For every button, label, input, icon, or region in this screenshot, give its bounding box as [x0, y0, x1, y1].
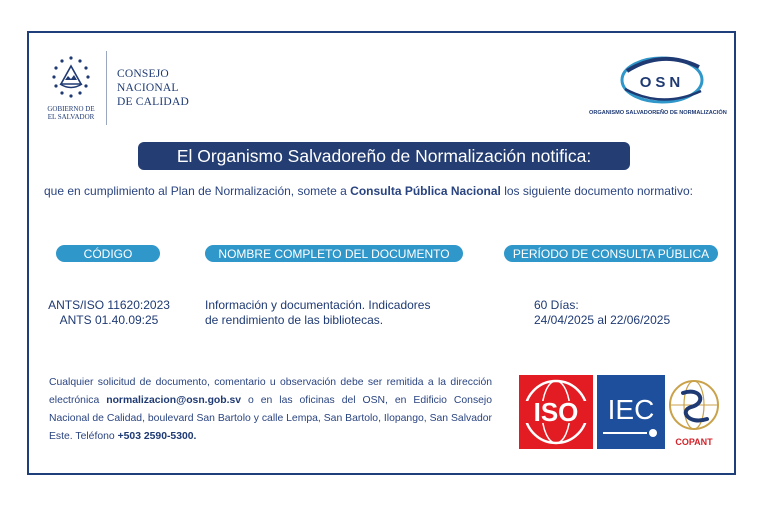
contact-email[interactable]: normalizacion@osn.gob.sv [106, 395, 242, 406]
contact-phone: +503 2590-5300. [117, 431, 197, 442]
osn-caption: ORGANISMO SALVADOREÑO DE NORMALIZACIÓN [589, 110, 727, 116]
header-divider [106, 51, 107, 125]
osn-logo-text: OSN [639, 74, 685, 91]
el-salvador-coat-of-arms-icon [47, 53, 95, 101]
government-label: GOBIERNO DE EL SALVADOR [47, 105, 95, 121]
consultation-period: 60 Días: 24/04/2025 al 22/06/2025 [534, 298, 671, 327]
intro-text: que en cumplimiento al Plan de Normalización, somete a Consulta Pública Nacional los siguiente documento normativo: [44, 184, 693, 198]
copant-logo-text: COPANT [675, 437, 713, 447]
iso-logo [519, 375, 593, 449]
copant-logo [667, 375, 721, 449]
council-name: CONSEJO NACIONAL DE CALIDAD [117, 68, 189, 108]
document-code: ANTS/ISO 11620:2023 ANTS 01.40.09:25 [48, 298, 170, 327]
period-column-header: PERÍODO DE CONSULTA PÚBLICA [504, 245, 718, 262]
name-column-header: NOMBRE COMPLETO DEL DOCUMENTO [205, 245, 463, 262]
notice-card [27, 31, 736, 475]
osn-logo [617, 51, 707, 109]
headline-banner: El Organismo Salvadoreño de Normalización notifica: [138, 142, 630, 170]
iec-logo [597, 375, 665, 449]
contact-footer: Cualquier solicitud de documento, comentario u observación debe ser remitida a la dirección electrónica normalizacion@osn.gob.sv o en las oficinas del OSN, en Edificio Consejo Nacional de Calidad, boulevard San Bartolo y calle Lempa, San Bartolo, Ilopango, San Salvador Este. Teléfono +503 2590-5300. [49, 377, 492, 442]
intro-bold-phrase: Consulta Pública Nacional [350, 184, 501, 198]
document-name: Información y documentación. Indicadores de rendimiento de las bibliotecas. [205, 298, 431, 327]
code-column-header: CÓDIGO [56, 245, 160, 262]
iec-logo-text: IEC [607, 394, 655, 425]
iso-logo-text: ISO [533, 397, 579, 427]
